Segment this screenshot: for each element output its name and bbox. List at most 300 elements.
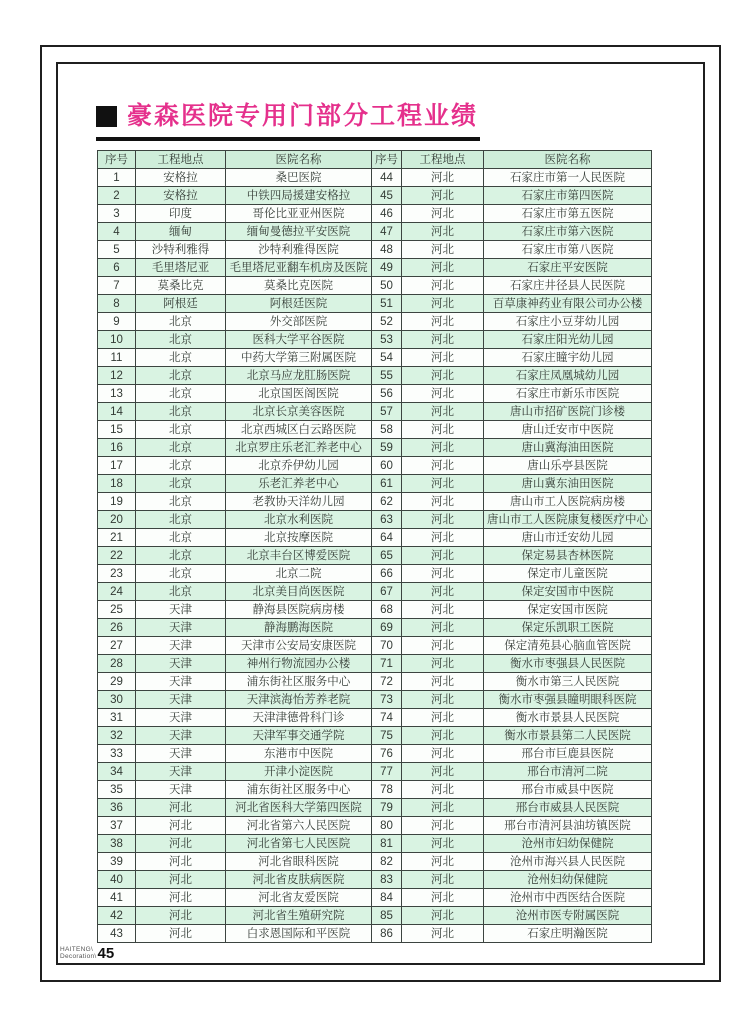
location-cell: 天津 [136, 727, 226, 745]
row-no-cell: 48 [372, 241, 402, 259]
location-cell: 河北 [136, 853, 226, 871]
location-cell: 北京 [136, 583, 226, 601]
location-cell: 天津 [136, 637, 226, 655]
location-cell: 印度 [136, 205, 226, 223]
location-cell: 河北 [402, 727, 484, 745]
location-cell: 河北 [136, 889, 226, 907]
location-cell: 河北 [402, 457, 484, 475]
row-no-cell: 54 [372, 349, 402, 367]
hospital-cell: 保定安国市中医院 [484, 583, 652, 601]
location-cell: 北京 [136, 349, 226, 367]
table-row [98, 259, 652, 277]
hospital-cell: 浦东街社区服务中心 [226, 781, 372, 799]
location-cell: 河北 [136, 799, 226, 817]
header-no-cell: 序号 [98, 151, 136, 169]
row-no-cell: 56 [372, 385, 402, 403]
location-cell: 河北 [402, 367, 484, 385]
location-cell: 天津 [136, 763, 226, 781]
row-no-cell: 21 [98, 529, 136, 547]
hospital-cell: 石家庄市第六医院 [484, 223, 652, 241]
row-no-cell: 45 [372, 187, 402, 205]
location-cell: 河北 [402, 421, 484, 439]
row-no-cell: 82 [372, 853, 402, 871]
row-no-cell: 35 [98, 781, 136, 799]
hospital-cell: 石家庄平安医院 [484, 259, 652, 277]
location-cell: 阿根廷 [136, 295, 226, 313]
location-cell: 河北 [136, 835, 226, 853]
location-cell: 河北 [402, 889, 484, 907]
location-cell: 北京 [136, 313, 226, 331]
table-row [98, 835, 652, 853]
table-row [98, 799, 652, 817]
hospital-cell: 天津滨海怡芳养老院 [226, 691, 372, 709]
hospital-cell: 天津军事交通学院 [226, 727, 372, 745]
table-row [98, 709, 652, 727]
hospital-cell: 衡水市景县第二人民医院 [484, 727, 652, 745]
row-no-cell: 67 [372, 583, 402, 601]
table-row [98, 511, 652, 529]
location-cell: 天津 [136, 709, 226, 727]
hospital-cell: 沧州市医专附属医院 [484, 907, 652, 925]
hospital-cell: 石家庄市第五医院 [484, 205, 652, 223]
hospital-cell: 北京丰台区博爱医院 [226, 547, 372, 565]
row-no-cell: 76 [372, 745, 402, 763]
hospital-cell: 北京马应龙肛肠医院 [226, 367, 372, 385]
row-no-cell: 50 [372, 277, 402, 295]
hospital-cell: 东港市中医院 [226, 745, 372, 763]
hospital-cell: 天津市公安局安康医院 [226, 637, 372, 655]
location-cell: 河北 [402, 817, 484, 835]
table-body [98, 169, 652, 943]
row-no-cell: 2 [98, 187, 136, 205]
row-no-cell: 55 [372, 367, 402, 385]
table-row [98, 529, 652, 547]
location-cell: 河北 [402, 799, 484, 817]
location-cell: 天津 [136, 781, 226, 799]
table-row [98, 439, 652, 457]
row-no-cell: 4 [98, 223, 136, 241]
location-cell: 河北 [402, 205, 484, 223]
hospital-cell: 邢台市威县人民医院 [484, 799, 652, 817]
location-cell: 天津 [136, 691, 226, 709]
hospital-cell: 河北省眼科医院 [226, 853, 372, 871]
hospital-cell: 唐山市迁安幼儿园 [484, 529, 652, 547]
hospital-cell: 邢台市清河二院 [484, 763, 652, 781]
hospital-cell: 邢台市威县中医院 [484, 781, 652, 799]
hospital-cell: 北京美目尚医医院 [226, 583, 372, 601]
location-cell: 河北 [402, 529, 484, 547]
hospital-cell: 衡水市景县人民医院 [484, 709, 652, 727]
brand-line-1: HAITENG\ [60, 946, 94, 953]
row-no-cell: 79 [372, 799, 402, 817]
row-no-cell: 22 [98, 547, 136, 565]
location-cell: 河北 [402, 169, 484, 187]
table-row [98, 331, 652, 349]
location-cell: 北京 [136, 547, 226, 565]
hospital-cell: 河北省第七人民医院 [226, 835, 372, 853]
row-no-cell: 8 [98, 295, 136, 313]
header-location-cell: 工程地点 [402, 151, 484, 169]
hospital-cell: 唐山乐亭县医院 [484, 457, 652, 475]
row-no-cell: 30 [98, 691, 136, 709]
location-cell: 北京 [136, 565, 226, 583]
table-row [98, 781, 652, 799]
table-row [98, 403, 652, 421]
row-no-cell: 62 [372, 493, 402, 511]
hospital-cell: 沧州市中西医结合医院 [484, 889, 652, 907]
row-no-cell: 86 [372, 925, 402, 943]
location-cell: 北京 [136, 529, 226, 547]
row-no-cell: 38 [98, 835, 136, 853]
hospital-cell: 保定清苑县心脑血管医院 [484, 637, 652, 655]
hospital-cell: 唐山冀东油田医院 [484, 475, 652, 493]
row-no-cell: 34 [98, 763, 136, 781]
row-no-cell: 12 [98, 367, 136, 385]
hospital-cell: 石家庄市第一人民医院 [484, 169, 652, 187]
table-row [98, 691, 652, 709]
table-row [98, 313, 652, 331]
location-cell: 安格拉 [136, 187, 226, 205]
row-no-cell: 41 [98, 889, 136, 907]
hospital-cell: 衡水市枣强县瞳明眼科医院 [484, 691, 652, 709]
row-no-cell: 80 [372, 817, 402, 835]
row-no-cell: 36 [98, 799, 136, 817]
row-no-cell: 31 [98, 709, 136, 727]
location-cell: 河北 [402, 835, 484, 853]
location-cell: 河北 [402, 871, 484, 889]
table-row [98, 493, 652, 511]
hospital-cell: 静海鹏海医院 [226, 619, 372, 637]
hospital-cell: 石家庄阳光幼儿园 [484, 331, 652, 349]
table-row [98, 745, 652, 763]
hospital-cell: 石家庄井径县人民医院 [484, 277, 652, 295]
hospital-cell: 石家庄市新乐市医院 [484, 385, 652, 403]
table-row [98, 169, 652, 187]
location-cell: 河北 [402, 349, 484, 367]
hospital-cell: 河北省第六人民医院 [226, 817, 372, 835]
location-cell: 天津 [136, 745, 226, 763]
row-no-cell: 53 [372, 331, 402, 349]
table-row [98, 223, 652, 241]
location-cell: 缅甸 [136, 223, 226, 241]
table-row [98, 421, 652, 439]
row-no-cell: 29 [98, 673, 136, 691]
hospital-cell: 唐山市工人医院病房楼 [484, 493, 652, 511]
hospital-cell: 沧州市海兴县人民医院 [484, 853, 652, 871]
hospital-cell: 桑巴医院 [226, 169, 372, 187]
location-cell: 河北 [402, 331, 484, 349]
location-cell: 天津 [136, 655, 226, 673]
hospital-cell: 乐老汇养老中心 [226, 475, 372, 493]
row-no-cell: 9 [98, 313, 136, 331]
row-no-cell: 43 [98, 925, 136, 943]
location-cell: 北京 [136, 475, 226, 493]
hospital-cell: 天津津德骨科门诊 [226, 709, 372, 727]
hospital-cell: 邢台市巨鹿县医院 [484, 745, 652, 763]
row-no-cell: 14 [98, 403, 136, 421]
table-row [98, 925, 652, 943]
hospital-cell: 外交部医院 [226, 313, 372, 331]
table-row [98, 817, 652, 835]
table-row [98, 241, 652, 259]
row-no-cell: 39 [98, 853, 136, 871]
location-cell: 天津 [136, 619, 226, 637]
hospital-cell: 缅甸曼德拉平安医院 [226, 223, 372, 241]
row-no-cell: 85 [372, 907, 402, 925]
location-cell: 北京 [136, 403, 226, 421]
hospital-cell: 保定安国市医院 [484, 601, 652, 619]
row-no-cell: 60 [372, 457, 402, 475]
hospital-cell: 沧州市妇幼保健院 [484, 835, 652, 853]
row-no-cell: 1 [98, 169, 136, 187]
hospital-cell: 北京罗庄乐老汇养老中心 [226, 439, 372, 457]
location-cell: 北京 [136, 511, 226, 529]
row-no-cell: 26 [98, 619, 136, 637]
location-cell: 北京 [136, 439, 226, 457]
row-no-cell: 37 [98, 817, 136, 835]
row-no-cell: 10 [98, 331, 136, 349]
location-cell: 河北 [402, 745, 484, 763]
achievements-table [97, 150, 652, 943]
hospital-cell: 北京水利医院 [226, 511, 372, 529]
location-cell: 河北 [402, 763, 484, 781]
location-cell: 河北 [402, 565, 484, 583]
hospital-cell: 沧州妇幼保健院 [484, 871, 652, 889]
location-cell: 河北 [402, 655, 484, 673]
row-no-cell: 78 [372, 781, 402, 799]
row-no-cell: 44 [372, 169, 402, 187]
location-cell: 北京 [136, 493, 226, 511]
row-no-cell: 33 [98, 745, 136, 763]
row-no-cell: 68 [372, 601, 402, 619]
row-no-cell: 7 [98, 277, 136, 295]
hospital-cell: 开津小淀医院 [226, 763, 372, 781]
hospital-cell: 邢台市清河县油坊镇医院 [484, 817, 652, 835]
table-row [98, 547, 652, 565]
hospital-cell: 老教协天洋幼儿园 [226, 493, 372, 511]
hospital-cell: 河北省生殖研究院 [226, 907, 372, 925]
hospital-cell: 保定易县杏林医院 [484, 547, 652, 565]
row-no-cell: 49 [372, 259, 402, 277]
hospital-cell: 中药大学第三附属医院 [226, 349, 372, 367]
location-cell: 河北 [402, 781, 484, 799]
row-no-cell: 3 [98, 205, 136, 223]
row-no-cell: 27 [98, 637, 136, 655]
table-row [98, 619, 652, 637]
hospital-cell: 石家庄市第四医院 [484, 187, 652, 205]
location-cell: 河北 [402, 295, 484, 313]
row-no-cell: 66 [372, 565, 402, 583]
table-row [98, 367, 652, 385]
table-row [98, 277, 652, 295]
table-row [98, 457, 652, 475]
row-no-cell: 25 [98, 601, 136, 619]
table-header-row [98, 151, 652, 169]
hospital-cell: 北京二院 [226, 565, 372, 583]
row-no-cell: 71 [372, 655, 402, 673]
location-cell: 河北 [402, 619, 484, 637]
location-cell: 河北 [402, 601, 484, 619]
location-cell: 安格拉 [136, 169, 226, 187]
location-cell: 北京 [136, 331, 226, 349]
location-cell: 河北 [136, 925, 226, 943]
row-no-cell: 51 [372, 295, 402, 313]
hospital-cell: 哥伦比亚亚州医院 [226, 205, 372, 223]
hospital-cell: 北京乔伊幼儿园 [226, 457, 372, 475]
row-no-cell: 81 [372, 835, 402, 853]
hospital-cell: 唐山市工人医院康复楼医疗中心 [484, 511, 652, 529]
hospital-cell: 石家庄市第八医院 [484, 241, 652, 259]
row-no-cell: 6 [98, 259, 136, 277]
row-no-cell: 72 [372, 673, 402, 691]
hospital-cell: 唐山市招矿医院门诊楼 [484, 403, 652, 421]
location-cell: 河北 [402, 277, 484, 295]
table-row [98, 871, 652, 889]
location-cell: 河北 [402, 547, 484, 565]
row-no-cell: 13 [98, 385, 136, 403]
table-row [98, 727, 652, 745]
table-row [98, 673, 652, 691]
location-cell: 河北 [402, 511, 484, 529]
hospital-cell: 医科大学平谷医院 [226, 331, 372, 349]
row-no-cell: 18 [98, 475, 136, 493]
page-title: 豪森医院专用门部分工程业绩 [127, 102, 479, 130]
table-row [98, 601, 652, 619]
location-cell: 北京 [136, 367, 226, 385]
hospital-cell: 石家庄瞳宇幼儿园 [484, 349, 652, 367]
hospital-cell: 毛里塔尼亚翻车机房及医院 [226, 259, 372, 277]
table-row [98, 907, 652, 925]
hospital-cell: 河北省友爱医院 [226, 889, 372, 907]
table-row [98, 565, 652, 583]
table-row [98, 853, 652, 871]
table-row [98, 187, 652, 205]
row-no-cell: 69 [372, 619, 402, 637]
location-cell: 河北 [402, 925, 484, 943]
row-no-cell: 32 [98, 727, 136, 745]
location-cell: 北京 [136, 457, 226, 475]
brand-lines [60, 946, 97, 960]
row-no-cell: 64 [372, 529, 402, 547]
hospital-cell: 唐山迁安市中医院 [484, 421, 652, 439]
row-no-cell: 17 [98, 457, 136, 475]
location-cell: 河北 [402, 259, 484, 277]
row-no-cell: 23 [98, 565, 136, 583]
row-no-cell: 61 [372, 475, 402, 493]
hospital-cell: 石家庄明瀚医院 [484, 925, 652, 943]
row-no-cell: 47 [372, 223, 402, 241]
hospital-cell: 北京长京美容医院 [226, 403, 372, 421]
location-cell: 河北 [136, 817, 226, 835]
location-cell: 河北 [402, 583, 484, 601]
location-cell: 河北 [402, 223, 484, 241]
location-cell: 河北 [402, 241, 484, 259]
location-cell: 河北 [402, 691, 484, 709]
location-cell: 河北 [402, 907, 484, 925]
location-cell: 北京 [136, 385, 226, 403]
row-no-cell: 16 [98, 439, 136, 457]
hospital-cell: 静海县医院病房楼 [226, 601, 372, 619]
hospital-cell: 浦东街社区服务中心 [226, 673, 372, 691]
hospital-cell: 白求恩国际和平医院 [226, 925, 372, 943]
location-cell: 河北 [402, 853, 484, 871]
row-no-cell: 73 [372, 691, 402, 709]
location-cell: 河北 [402, 493, 484, 511]
hospital-cell: 北京按摩医院 [226, 529, 372, 547]
location-cell: 河北 [402, 385, 484, 403]
table-row [98, 475, 652, 493]
row-no-cell: 59 [372, 439, 402, 457]
header-no-cell: 序号 [372, 151, 402, 169]
hospital-cell: 河北省皮肤病医院 [226, 871, 372, 889]
table-row [98, 205, 652, 223]
location-cell: 天津 [136, 601, 226, 619]
location-cell: 河北 [402, 637, 484, 655]
location-cell: 河北 [402, 709, 484, 727]
location-cell: 河北 [402, 187, 484, 205]
title-square-icon [96, 106, 117, 127]
footer-mark [60, 946, 114, 960]
table-row [98, 385, 652, 403]
hospital-cell: 衡水市第三人民医院 [484, 673, 652, 691]
row-no-cell: 5 [98, 241, 136, 259]
hospital-cell: 河北省医科大学第四医院 [226, 799, 372, 817]
row-no-cell: 74 [372, 709, 402, 727]
row-no-cell: 15 [98, 421, 136, 439]
hospital-cell: 中铁四局援建安格拉 [226, 187, 372, 205]
location-cell: 河北 [402, 673, 484, 691]
location-cell: 莫桑比克 [136, 277, 226, 295]
header-hospital-cell: 医院名称 [484, 151, 652, 169]
row-no-cell: 77 [372, 763, 402, 781]
row-no-cell: 20 [98, 511, 136, 529]
hospital-cell: 神州行物流园办公楼 [226, 655, 372, 673]
row-no-cell: 83 [372, 871, 402, 889]
table-row [98, 349, 652, 367]
hospital-cell: 北京国医阁医院 [226, 385, 372, 403]
location-cell: 天津 [136, 673, 226, 691]
row-no-cell: 11 [98, 349, 136, 367]
title-block [96, 96, 480, 141]
hospital-cell: 沙特利雅得医院 [226, 241, 372, 259]
row-no-cell: 58 [372, 421, 402, 439]
brand-line-2: Decoration\ [60, 953, 97, 960]
table-row [98, 637, 652, 655]
row-no-cell: 42 [98, 907, 136, 925]
row-no-cell: 70 [372, 637, 402, 655]
table-row [98, 655, 652, 673]
hospital-cell: 莫桑比克医院 [226, 277, 372, 295]
row-no-cell: 63 [372, 511, 402, 529]
row-no-cell: 84 [372, 889, 402, 907]
location-cell: 河北 [136, 907, 226, 925]
table-row [98, 763, 652, 781]
location-cell: 河北 [402, 439, 484, 457]
location-cell: 河北 [402, 475, 484, 493]
hospital-cell: 石家庄小豆芽幼儿园 [484, 313, 652, 331]
achievements-table-wrap [97, 150, 652, 943]
row-no-cell: 46 [372, 205, 402, 223]
row-no-cell: 40 [98, 871, 136, 889]
row-no-cell: 19 [98, 493, 136, 511]
hospital-cell: 石家庄凤凰城幼儿园 [484, 367, 652, 385]
table-row [98, 583, 652, 601]
header-location-cell: 工程地点 [136, 151, 226, 169]
hospital-cell: 保定市儿童医院 [484, 565, 652, 583]
location-cell: 毛里塔尼亚 [136, 259, 226, 277]
hospital-cell: 北京西城区白云路医院 [226, 421, 372, 439]
row-no-cell: 52 [372, 313, 402, 331]
